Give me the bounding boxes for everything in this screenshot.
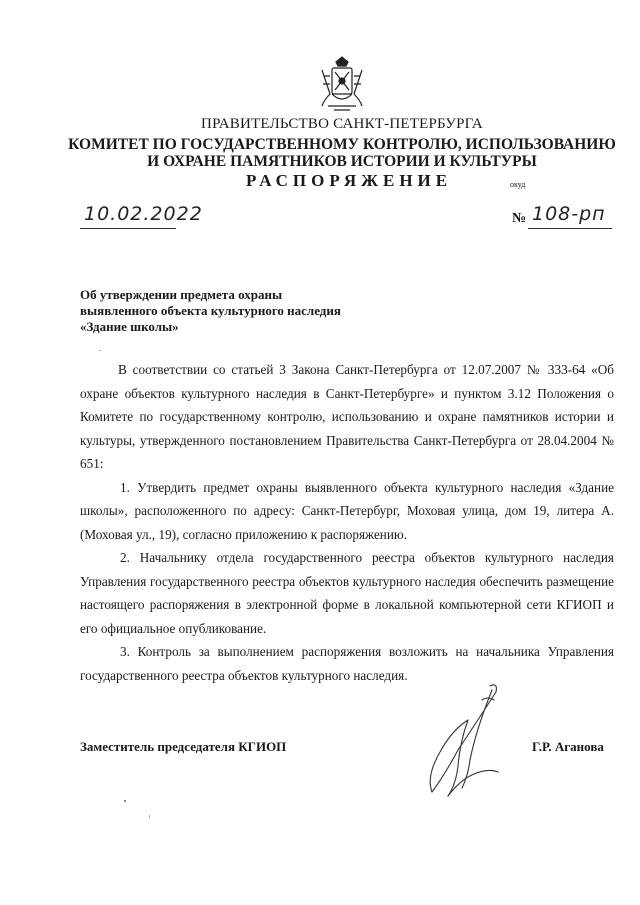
preamble-paragraph: В соответствии со статьей 3 Закона Санкт-Петербурга от 12.07.2007 № 333-64 «Об охране объектов культурного наследия в Санкт-Петербурге» и пунктом 3.12 Положения о Комитете по государственному контролю, использованию и охране памятников истории и культуры, утвержденного постановлением Правительства Санкт-Петербурга от 28.04.2004 № 651: [80,362,614,471]
scan-speck [124,800,126,802]
signatory-position: Заместитель председателя КГИОП [80,739,287,754]
committee-title-line2: И ОХРАНЕ ПАМЯТНИКОВ ИСТОРИИ И КУЛЬТУРЫ [147,153,537,170]
item-3-paragraph: 3. Контроль за выполнением распоряжения возложить на начальника Управления государственного реестра объектов культурного наследия. [80,644,614,683]
signatory-name: Г.Р. Аганова [532,739,604,754]
item-2-paragraph: 2. Начальнику отдела государственного реестра объектов культурного наследия Управления государственного реестра объектов культурного наследия обеспечить размещение настоящего распоряжения в электронной форме в локальной компьютерной сети КГИОП и его официальное опубликование. [80,550,614,636]
committee-title [22,136,640,170]
subject-line1: Об утверждении предмета охраны [80,287,283,302]
document-number: 108-рп [532,203,606,225]
subject-line3: «Здание школы» [80,319,179,334]
committee-title-line1: КОМИТЕТ ПО ГОСУДАРСТВЕННОМУ КОНТРОЛЮ, ИСПОЛЬЗОВАНИЮ [68,136,616,153]
okud-label: окуд [510,180,526,189]
item-1-paragraph: 1. Утвердить предмет охраны выявленного объекта культурного наследия «Здание школы», расположенного по адресу: Санкт-Петербург, Моховая улица, дом 19, литера А. (Моховая ул., 19), согласно приложению к распоряжению. [80,479,614,542]
document-type: РАСПОРЯЖЕНИЕ [246,171,453,190]
document-body [80,358,614,687]
scan-speck [98,350,101,351]
number-underline [528,228,612,229]
number-label: № [512,211,527,226]
document-subject [80,287,400,335]
coat-of-arms-icon [318,56,366,112]
scan-speck [149,815,150,818]
signature-icon [418,680,528,800]
subject-line2: выявленного объекта культурного наследия [80,303,341,318]
government-title: ПРАВИТЕЛЬСТВО САНКТ-ПЕТЕРБУРГА [201,116,483,132]
document-date: 10.02.2022 [84,203,203,225]
date-underline [80,228,176,229]
